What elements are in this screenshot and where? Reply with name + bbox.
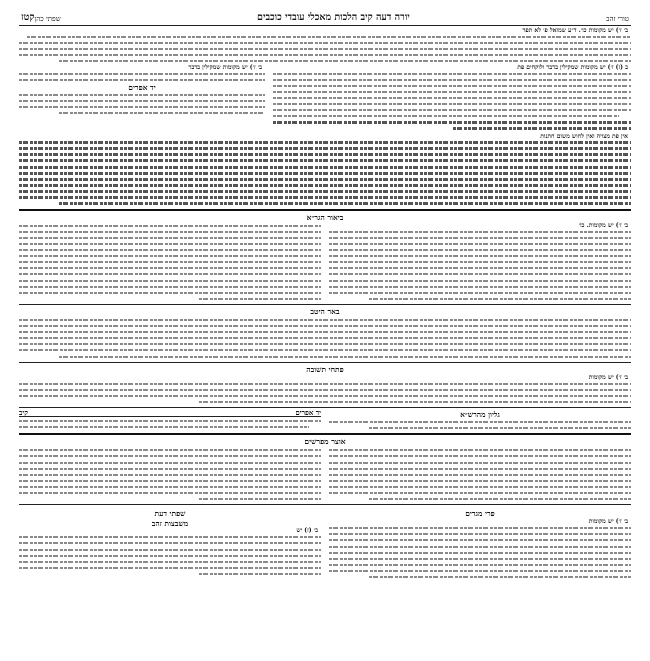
pm-lead: ב׳ ז׳) יש מקומות [588, 518, 628, 526]
gra-col-left [19, 223, 321, 302]
yad-efraim-block [19, 410, 321, 431]
siman-mark: קיב [19, 408, 28, 418]
siftei-daat-block [19, 519, 321, 580]
md-lead: ב׳ (ז) יש [296, 527, 318, 535]
main-text-column [273, 65, 631, 132]
section-pitchei-teshuvah: פתחי תשובה [306, 364, 344, 374]
section-baer-hetev: באר היטב [310, 306, 340, 316]
header-left: שפתי כהן [34, 15, 61, 23]
otzar-col-left [19, 447, 321, 502]
gra-col-right [329, 223, 631, 302]
main-bold-lead: אין פת מצויה ואין לחוש משום חתנות [540, 132, 628, 140]
otzar-columns [19, 447, 631, 502]
bottom-headers [19, 507, 631, 519]
running-header [19, 11, 631, 26]
pri-megadim-block [329, 519, 631, 580]
bottom-columns [19, 519, 631, 580]
section-mishbetzot-zahav: משבצות זהב [151, 519, 189, 529]
gilyon-yad-row [19, 410, 631, 431]
gra-lead: ב׳ ז׳) יש מקומות. כו׳ [578, 221, 628, 229]
section-otzar-meforshim: אוצר מפרשים [304, 437, 346, 447]
otzar-col-right [329, 447, 631, 502]
section-gilyon-maharsha: גליון מהרש״א [460, 410, 500, 420]
main-text-lead: ב (ז) ז׳) יש מקומות שמקילין בדבר ולוקחים פת [517, 63, 628, 71]
pt-lead: ב׳ ז׳) יש מקומות [588, 373, 628, 381]
gra-columns [19, 223, 631, 302]
section-beur-hagra: ביאור הגר״א [306, 212, 344, 222]
pitchei-teshuvah-block [19, 375, 631, 405]
yad-efraim-header [19, 410, 321, 417]
gilyon-maharsha-block [329, 410, 631, 431]
main-columns [19, 65, 631, 132]
section-pri-megadim: פרי מגדים [465, 509, 495, 519]
header-right: טורי זהב [606, 15, 629, 23]
baer-hetev-block [19, 317, 631, 360]
header-center: יורה דעה קיב הלכות מאכלי עובדי כוכבים [257, 12, 410, 23]
yad-efraim-title: יד אפרים [295, 408, 321, 418]
section-small-title: יד אפרים [128, 82, 156, 92]
section-siftei-daat: שפתי דעת [154, 509, 186, 519]
taz-lead: ב׳ ז׳) יש מקומות שמקילין בדבר [188, 63, 262, 71]
top-commentary [19, 28, 631, 65]
header-page-number: קטז [21, 12, 35, 23]
page [19, 11, 631, 639]
shach-top-lead: ב׳ ז׳) יש מקומות כו׳. ד״ע שמואל פ׳ לא תפר [522, 27, 628, 34]
taz-column [19, 65, 265, 132]
main-text-bold-block [19, 134, 631, 207]
